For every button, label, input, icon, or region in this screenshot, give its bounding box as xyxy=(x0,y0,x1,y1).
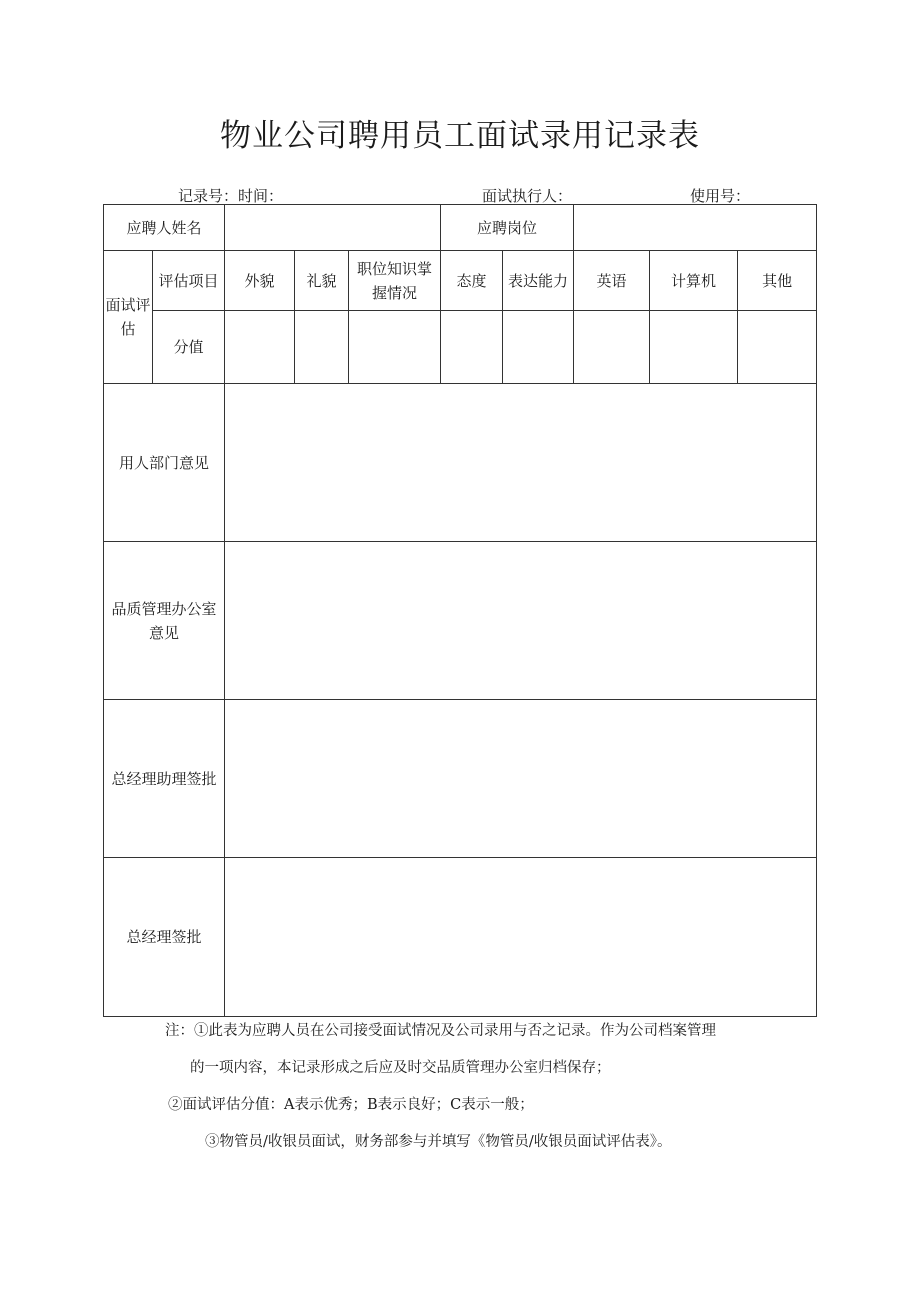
score-label: 分值 xyxy=(153,311,225,384)
item-job-knowledge: 职位知识掌握情况 xyxy=(349,251,441,311)
item-english: 英语 xyxy=(574,251,650,311)
score-cell[interactable] xyxy=(650,311,738,384)
quality-office-opinion-label: 品质管理办公室意见 xyxy=(104,542,225,700)
item-appearance: 外貌 xyxy=(225,251,295,311)
opinion-row xyxy=(104,542,817,700)
score-cell[interactable] xyxy=(295,311,349,384)
applicant-name-label: 应聘人姓名 xyxy=(104,205,225,251)
evaluation-items-row xyxy=(104,251,817,311)
gm-approval-label: 总经理签批 xyxy=(104,858,225,1017)
applicant-name-field[interactable] xyxy=(225,205,441,251)
applicant-row xyxy=(104,205,817,251)
quality-office-opinion-field[interactable] xyxy=(225,542,817,700)
page-title: 物业公司聘用员工面试录用记录表 xyxy=(220,118,700,154)
note-line-3: ②面试评估分值：A表示优秀；B表示良好；C表示一般； xyxy=(168,1097,534,1113)
use-number-label: 使用号： xyxy=(690,187,751,205)
interview-record-table xyxy=(103,204,817,1017)
score-cell[interactable] xyxy=(441,311,503,384)
assistant-gm-approval-field[interactable] xyxy=(225,700,817,858)
opinion-row xyxy=(104,384,817,542)
item-expression: 表达能力 xyxy=(503,251,574,311)
score-cell[interactable] xyxy=(738,311,817,384)
score-cell[interactable] xyxy=(349,311,441,384)
position-label: 应聘岗位 xyxy=(441,205,574,251)
dept-opinion-field[interactable] xyxy=(225,384,817,542)
item-attitude: 态度 xyxy=(441,251,503,311)
evaluation-items-label: 评估项目 xyxy=(153,251,225,311)
position-field[interactable] xyxy=(574,205,817,251)
note-line-2: 的一项内容，本记录形成之后应及时交品质管理办公室归档保存； xyxy=(190,1060,611,1076)
item-courtesy: 礼貌 xyxy=(295,251,349,311)
record-number-label: 记录号：时间： xyxy=(178,187,284,205)
score-cell[interactable] xyxy=(574,311,650,384)
gm-approval-field[interactable] xyxy=(225,858,817,1017)
score-cell[interactable] xyxy=(225,311,295,384)
opinion-row xyxy=(104,858,817,1017)
item-other: 其他 xyxy=(738,251,817,311)
note-line-1: 注：①此表为应聘人员在公司接受面试情况及公司录用与否之记录。作为公司档案管理 xyxy=(165,1023,716,1039)
assistant-gm-approval-label: 总经理助理签批 xyxy=(104,700,225,858)
interviewer-label: 面试执行人： xyxy=(482,187,573,205)
note-line-4: ③物管员/收银员面试，财务部参与并填写《物管员/收银员面试评估表》。 xyxy=(205,1134,672,1150)
score-row xyxy=(104,311,817,384)
item-computer: 计算机 xyxy=(650,251,738,311)
opinion-row xyxy=(104,700,817,858)
dept-opinion-label: 用人部门意见 xyxy=(104,384,225,542)
score-cell[interactable] xyxy=(503,311,574,384)
interview-evaluation-label: 面试评估 xyxy=(104,251,153,384)
